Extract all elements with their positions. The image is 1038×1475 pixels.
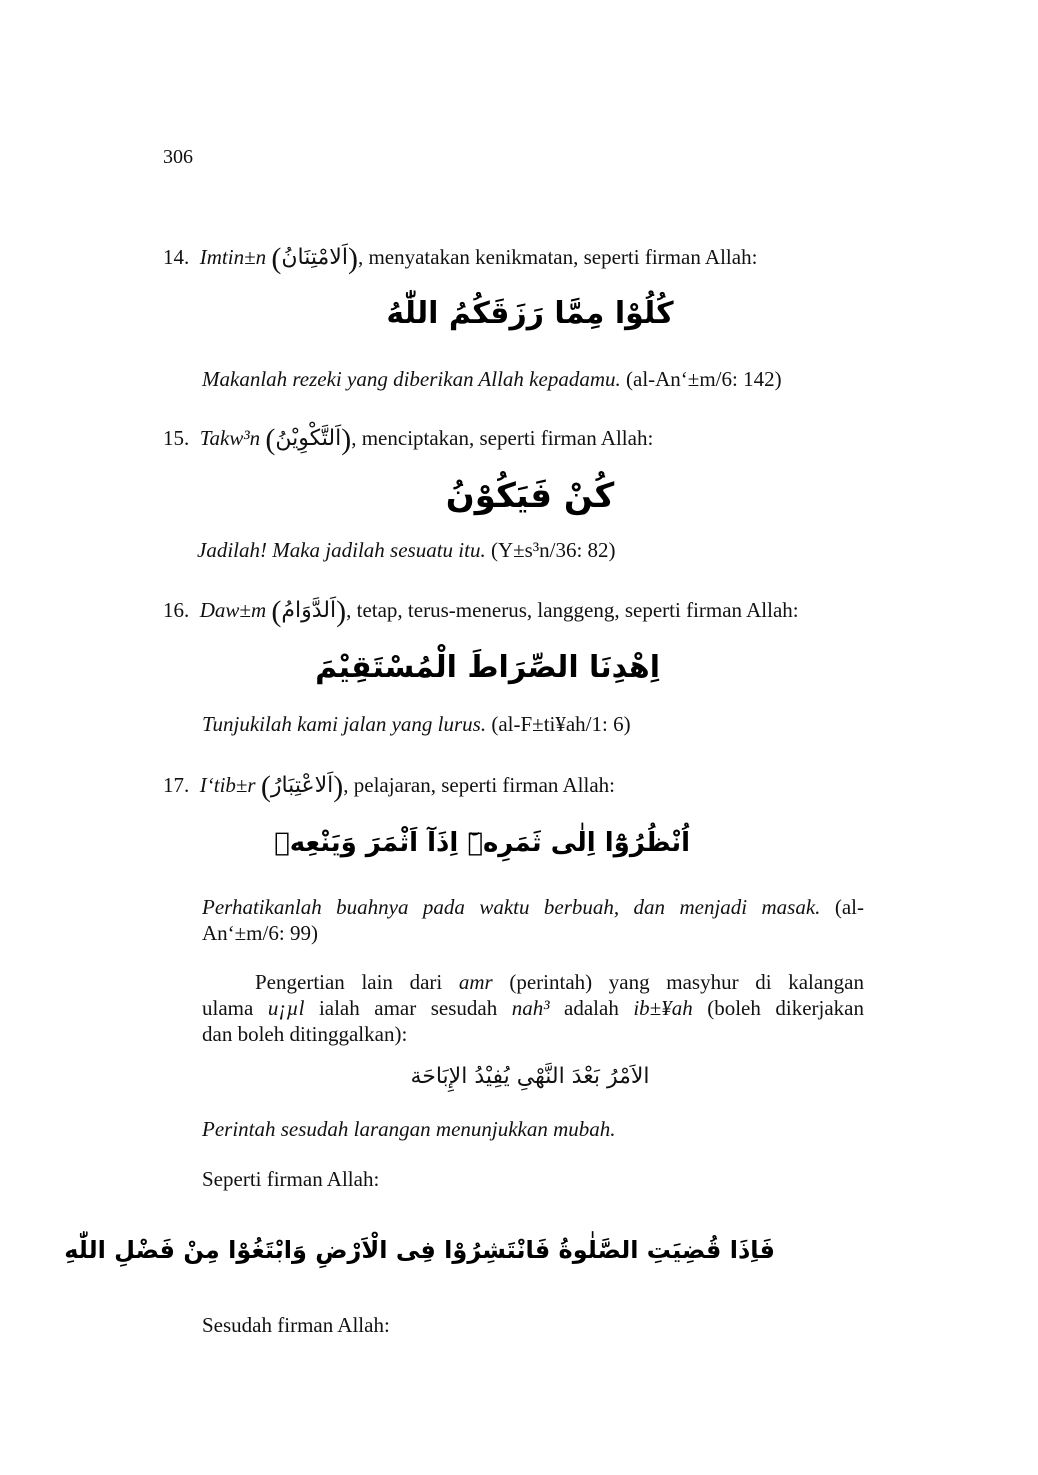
- term-nahi: nah³: [511, 996, 550, 1020]
- verse-translation: Makanlah rezeki yang diberikan Allah kepadamu.: [202, 367, 621, 391]
- item-15-heading: 15. Takw³n (اَلتَّكْوِيْنُ), menciptakan, seperti firman Allah:: [163, 423, 654, 456]
- item-term: Imtin±n: [199, 245, 267, 269]
- item-meaning: , menyatakan kenikmatan, seperti firman Allah:: [357, 245, 758, 269]
- quran-verse-arabic: كُنْ فَيَكُوْنُ: [445, 476, 615, 516]
- item-term: Takw³n: [199, 426, 261, 450]
- term-ibahah: ib±¥ah: [633, 996, 693, 1020]
- item-meaning: , menciptakan, seperti firman Allah:: [351, 426, 654, 450]
- item-term: Daw±m: [199, 598, 267, 622]
- text-segment: Pengertian lain dari: [255, 970, 459, 994]
- term-amr: amr: [458, 970, 493, 994]
- item-meaning: , pelajaran, seperti firman Allah:: [343, 773, 615, 797]
- text-segment: (boleh dikerjakan: [692, 996, 865, 1020]
- item-17-heading: 17. I‘tib±r (اَلاعْتِبَارُ), pelajaran, seperti firman Allah:: [163, 770, 615, 803]
- verse-reference-end: An‘±m/6: 99): [202, 921, 318, 945]
- verse-reference: (al-F±ti¥ah/1: 6): [491, 712, 631, 736]
- verse-reference-start: (al-: [834, 895, 865, 919]
- item-meaning: , tetap, terus-menerus, langgeng, seperti firman Allah:: [346, 598, 799, 622]
- item-17-translation: [202, 894, 864, 946]
- item-14-translation: [202, 366, 782, 392]
- sesudah-firman: Sesudah firman Allah:: [202, 1313, 390, 1337]
- item-term-arabic: اَلدَّوَامُ: [281, 598, 337, 623]
- body-paragraph: [202, 969, 864, 1047]
- text-segment: (perintah) yang masyhur di kalangan: [492, 970, 864, 994]
- quran-verse-arabic: اُنْظُرُوْٓا اِلٰى ثَمَرِهٖٓ اِذَآ اَثْمَرَ وَيَنْعِهٖ: [274, 828, 690, 858]
- text-segment: dan boleh ditinggalkan):: [202, 1022, 408, 1046]
- item-number: 14.: [163, 245, 190, 269]
- term-usul: u¡µl: [267, 996, 305, 1020]
- text-segment: ulama: [202, 996, 268, 1020]
- item-term-arabic: اَلاعْتِبَارُ: [270, 773, 334, 798]
- verse-translation: Jadilah! Maka jadilah sesuatu itu.: [197, 538, 486, 562]
- item-16-translation: [202, 711, 631, 737]
- item-number: 17.: [163, 773, 190, 797]
- quran-verse-arabic: كُلُوْا مِمَّا رَزَقَكُمُ اللّٰهُ: [386, 296, 674, 331]
- quran-verse-arabic: اِهْدِنَا الصِّرَاطَ الْمُسْتَقِيْمَ: [315, 650, 660, 685]
- verse-reference: (Y±s³n/36: 82): [490, 538, 616, 562]
- item-15-translation: [197, 537, 616, 563]
- item-term: I‘tib±r: [199, 773, 256, 797]
- quran-verse-arabic: فَاِذَا قُضِيَتِ الصَّلٰوةُ فَانْتَشِرُوْا فِى الْاَرْضِ وَابْتَغُوْا مِنْ فَضْلِ اللّٰهِ: [64, 1236, 775, 1264]
- verse-reference: (al-An‘±m/6: 142): [626, 367, 782, 391]
- item-16-heading: 16. Daw±m (اَلدَّوَامُ), tetap, terus-menerus, langgeng, seperti firman Allah:: [163, 595, 799, 628]
- rule-arabic: الاَمْرُ بَعْدَ النَّهْىِ يُفِيْدُ الإِبَاحَة: [410, 1064, 650, 1089]
- item-term-arabic: اَلتَّكْوِيْنُ: [275, 426, 342, 451]
- item-term-arabic: اَلامْتِنَانُ: [281, 245, 348, 270]
- verse-translation: Perhatikanlah buahnya pada waktu berbuah, dan menjadi masak.: [202, 895, 821, 919]
- item-number: 16.: [163, 598, 190, 622]
- rule-translation: Perintah sesudah larangan menunjukkan mubah.: [202, 1117, 616, 1141]
- item-number: 15.: [163, 426, 190, 450]
- text-segment: ialah amar sesudah: [304, 996, 512, 1020]
- item-14-heading: 14. Imtin±n (اَلامْتِنَانُ), menyatakan kenikmatan, seperti firman Allah:: [163, 242, 758, 275]
- seperti-firman: Seperti firman Allah:: [202, 1167, 380, 1191]
- text-segment: adalah: [549, 996, 634, 1020]
- page-number: 306: [163, 146, 193, 168]
- verse-translation: Tunjukilah kami jalan yang lurus.: [202, 712, 487, 736]
